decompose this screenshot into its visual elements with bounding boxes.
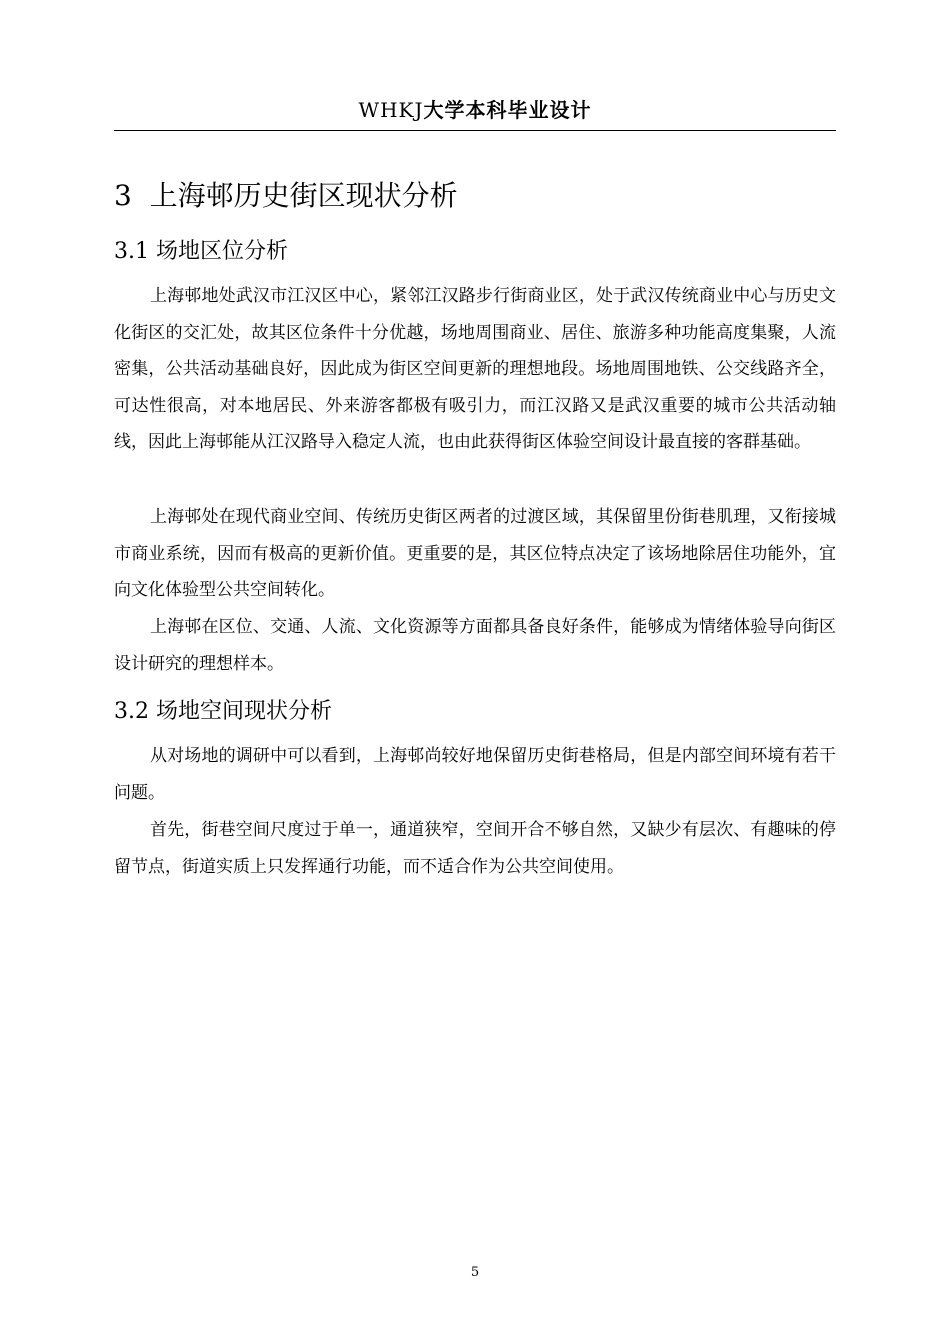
paragraph: 上海邨处在现代商业空间、传统历史街区两者的过渡区域，其保留里份街巷肌理，又衔接城市商业系统，因而有极高的更新价值。更重要的是，其区位特点决定了该场地除居住功能外，宜向文化体验型公共空间转化。 [114,507,836,601]
section-title-text: 场地区位分析 [156,239,289,264]
section-number: 3.2 [114,699,149,724]
paragraph: 从对场地的调研中可以看到，上海邨尚较好地保留历史街巷格局，但是内部空间环境有若干问题。 [114,746,836,803]
chapter-title-text: 上海邨历史街区现状分析 [149,179,458,212]
chapter-number: 3 [114,179,132,212]
paragraph: 首先，街巷空间尺度过于单一，通道狭窄，空间开合不够自然，又缺少有层次、有趣味的停留节点，街道实质上只发挥通行功能，而不适合作为公共空间使用。 [114,820,836,877]
paragraph: 上海邨地处武汉市江汉区中心，紧邻江汉路步行街商业区，处于武汉传统商业中心与历史文化街区的交汇处，故其区位条件十分优越，场地周围商业、居住、旅游多种功能高度集聚，人流密集，公共活动基础良好，因此成为街区空间更新的理想地段。场地周围地铁、公交线路齐全，可达性很高，对本地居民、外来游客都极有吸引力，而江汉路又是武汉重要的城市公共活动轴线，因此上海邨能从江汉路导入稳定人流，也由此获得街区体验空间设计最直接的客群基础。 [114,286,836,453]
section-number: 3.1 [114,239,149,264]
header-prefix: WHKJ [358,98,424,122]
chapter-title [114,176,458,216]
header-rule [114,130,836,131]
section-title-3-2 [114,696,332,728]
header-title: 大学本科毕业设计 [423,98,592,122]
paragraph: 上海邨在区位、交通、人流、文化资源等方面都具备良好条件，能够成为情绪体验导向街区设计研究的理想样本。 [114,617,836,674]
running-header [0,94,950,123]
section-title-text: 场地空间现状分析 [156,699,333,724]
section-title-3-1 [114,236,288,268]
page-number: 5 [470,1265,480,1280]
